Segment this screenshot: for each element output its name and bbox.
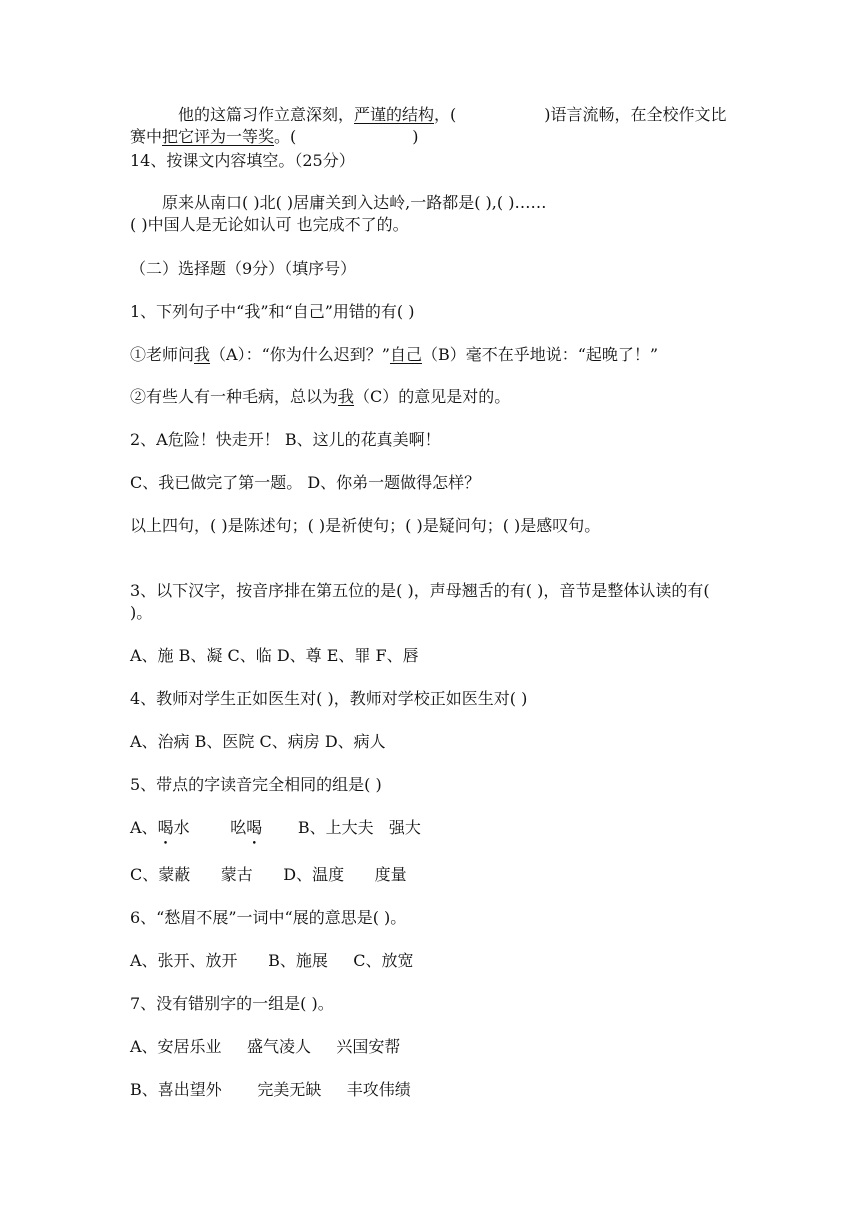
- underlined-phrase-1: 严谨的结构: [354, 105, 435, 124]
- q5-dotted-char-1: 喝: [157, 818, 174, 837]
- q14-line-1: 原来从南口( )北( )居庸关到入达岭,一路都是( ),( )……: [162, 193, 547, 212]
- q7-option-b: B、喜出望外 完美无缺 丰攻伟绩: [130, 1080, 411, 1099]
- q1-s2-text-a: ②有些人有一种毛病，总以为: [130, 387, 339, 406]
- q4-title: 4、教师对学生正如医生对( )，教师对学校正如医生对( ): [130, 689, 528, 708]
- q7-title: 7、没有错别字的一组是( )。: [130, 994, 334, 1013]
- section-2-title: （二）选择题（9分）（填序号）: [130, 259, 357, 278]
- paragraph-text-3: )语言流畅，在全校: [544, 105, 679, 124]
- paragraph-text-4: 作文比赛中: [130, 105, 727, 146]
- q4-options: A、治病 B、医院 C、病房 D、病人: [130, 732, 386, 751]
- paragraph-text-2: ，(: [434, 105, 457, 124]
- q1-s1-text-c: （B）毫不在乎地说：“起晚了！”: [421, 345, 659, 364]
- q5-a-suffix: B、上大夫 强大: [262, 818, 421, 837]
- q14-title: 14、按课文内容填空。（25分）: [130, 151, 355, 170]
- paragraph-text-6: ): [412, 127, 419, 146]
- q6-title: 6、“愁眉不展”一词中“展的意思是( )。: [130, 908, 407, 927]
- q7-option-a: A、安居乐业 盛气凌人 兴国安帮: [130, 1037, 401, 1056]
- q1-title: 1、下列句子中“我”和“自己”用错的有( ): [130, 302, 415, 321]
- q1-underlined-wo: 我: [194, 345, 211, 364]
- q1-sentence-1: [130, 344, 730, 366]
- underlined-phrase-2: 把它评为一等奖: [162, 127, 275, 146]
- q5-line-a: [130, 817, 730, 839]
- q5-a-prefix: A、: [130, 818, 158, 837]
- q3-options: A、施 B、凝 C、临 D、尊 E、罪 F、唇: [130, 646, 419, 665]
- q1-sentence-2: [130, 386, 730, 408]
- q2-line-1: 2、A危险！快走开！ B、这儿的花真美啊！: [130, 430, 441, 449]
- q3-line-1: 3、以下汉字，按音序排在第五位的是( )，声母翘舌的有( )，音节是整体认读的有( )。: [130, 581, 710, 622]
- paragraph-text-5: 。(: [274, 127, 297, 146]
- q1-underlined-ziji: 自己: [389, 345, 422, 364]
- q1-s2-text-b: （C）的意见是对的。: [354, 387, 511, 406]
- essay-paragraph: [130, 104, 730, 148]
- q5-line-c: C、蒙蔽 蒙古 D、温度 度量: [130, 865, 407, 884]
- q6-options: A、张开、放开 B、施展 C、放宽: [130, 951, 414, 970]
- q5-a-middle: 水 吆: [173, 818, 247, 837]
- q1-underlined-wo-2: 我: [338, 387, 355, 406]
- q1-s1-text-b: （A）：“你为什么迟到？”: [210, 345, 390, 364]
- q14-line-2: ( )中国人是无论如认可 也完成不了的。: [130, 215, 409, 234]
- q2-line-3: 以上四句，( )是陈述句；( )是祈使句；( )是疑问句；( )是感叹句。: [130, 516, 601, 535]
- q2-line-2: C、我已做完了第一题。 D、你弟一题做得怎样？: [130, 473, 481, 492]
- q1-s1-text-a: ①老师问: [130, 345, 195, 364]
- q5-dotted-char-2: 喝: [246, 818, 263, 837]
- q5-title: 5、带点的字读音完全相同的组是( ): [130, 775, 382, 794]
- paragraph-text-1: 他的这篇习作立意深刻，: [178, 105, 355, 124]
